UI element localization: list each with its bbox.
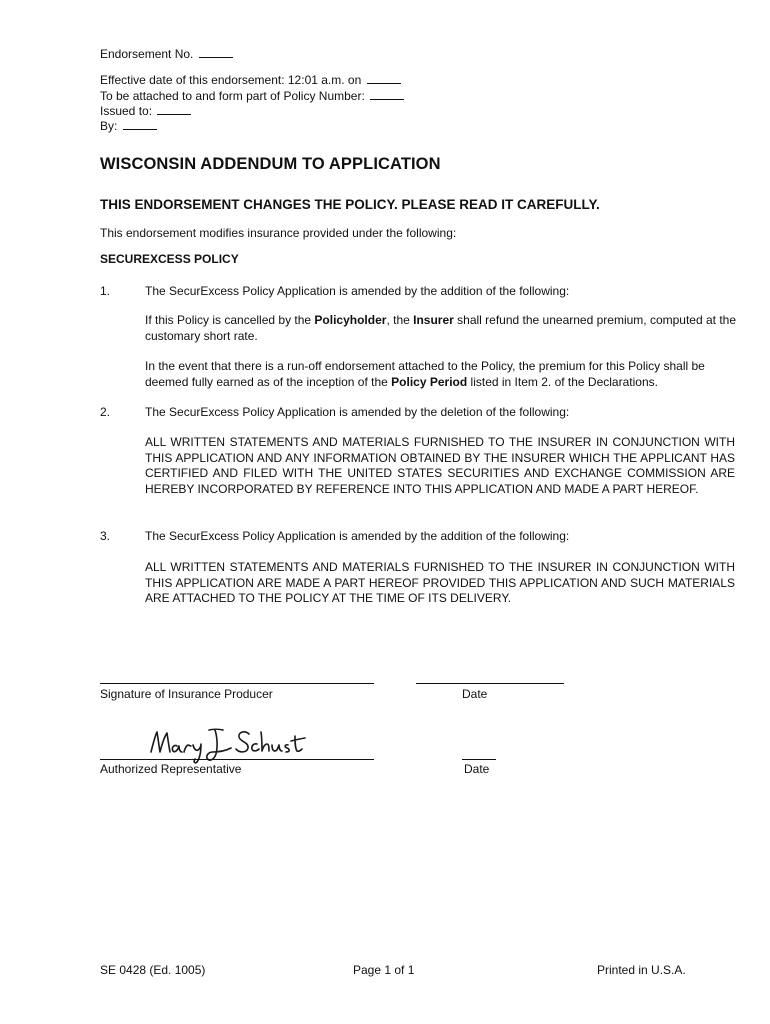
by-field [100, 119, 157, 134]
producer-signature-line [100, 683, 374, 684]
effective-date-label: Effective date of this endorsement: 12:01 a.m. on [100, 73, 362, 87]
representative-date-line [462, 759, 496, 760]
issued-to-label: Issued to: [100, 104, 153, 118]
endorsement-notice: THIS ENDORSEMENT CHANGES THE POLICY. PLEASE READ IT CAREFULLY. [100, 197, 600, 212]
item-1-p1-text-c: , the [386, 313, 414, 327]
item-2-deleted-text: ALL WRITTEN STATEMENTS AND MATERIALS FURNISHED TO THE INSURER IN CONJUNCTION WITH THIS APPLICATION AND ANY INFORMATION OBTAINED BY THE INSURER WHICH THE APPLICANT HAS CERTIFIED AND FILED WITH THE UNITED STATES SECURITIES AND EXCHANGE COMMISSION ARE HEREBY INCORPORATED BY REFERENCE INTO THIS APPLICATION AND MADE A PART HEREOF. [145, 435, 735, 496]
term-insurer: Insurer [413, 313, 454, 327]
printed-in: Printed in U.S.A. [597, 963, 686, 977]
item-1-paragraph-1 [145, 313, 737, 344]
form-code: SE 0428 (Ed. 1005) [100, 963, 206, 977]
representative-date-label: Date [464, 762, 490, 776]
item-1-p1-text-e: shall refund the unearned premium, computed at the customary short rate. [145, 313, 736, 343]
item-1-p2-text-a: In the event that there is a run-off endorsement attached to the Policy, the premium for this Policy shall be deemed fully earned as of the inception of the [145, 359, 705, 389]
item-1-number: 1. [100, 284, 111, 298]
policy-number-field [100, 89, 404, 104]
policy-number-label: To be attached to and form part of Policy Number: [100, 89, 365, 103]
item-2-number: 2. [100, 405, 111, 419]
producer-date-line [416, 683, 564, 684]
endorsement-number-field [100, 47, 233, 62]
effective-date-field [100, 73, 401, 88]
item-3-lead: The SecurExcess Policy Application is amended by the addition of the following: [145, 529, 570, 543]
policy-number-blank [370, 98, 404, 100]
intro-text: This endorsement modifies insurance provided under the following: [100, 226, 457, 240]
item-1-p2-text-c: listed in Item 2. of the Declarations. [467, 374, 658, 389]
item-1-p1-text-a: If this Policy is cancelled by the [145, 313, 315, 327]
by-blank [123, 128, 157, 130]
term-policy-period: Policy Period [391, 374, 468, 389]
producer-date-label: Date [462, 687, 488, 701]
page-number: Page 1 of 1 [353, 963, 415, 977]
item-3-number: 3. [100, 529, 111, 543]
item-1-paragraph-2 [145, 359, 737, 390]
item-2-lead: The SecurExcess Policy Application is amended by the deletion of the following: [145, 405, 570, 419]
issued-to-blank [157, 113, 191, 115]
term-policyholder: Policyholder [314, 313, 387, 327]
by-label: By: [100, 119, 118, 133]
producer-signature-label: Signature of Insurance Producer [100, 687, 273, 701]
issued-to-field [100, 104, 191, 119]
item-3-added-text: ALL WRITTEN STATEMENTS AND MATERIALS FURNISHED TO THE INSURER IN CONJUNCTION WITH THIS APPLICATION ARE MADE A PART HEREOF PROVIDED THIS APPLICATION AND SUCH MATERIALS ARE ATTACHED TO THE POLICY AT THE TIME OF ITS DELIVERY. [145, 560, 735, 605]
endorsement-number-blank [199, 56, 233, 58]
endorsement-number-label: Endorsement No. [100, 47, 194, 61]
representative-signature-label: Authorized Representative [100, 762, 242, 776]
representative-signature-line [100, 759, 374, 760]
item-1-lead: The SecurExcess Policy Application is amended by the addition of the following: [145, 284, 570, 298]
effective-date-blank [367, 82, 401, 84]
coverage-name: SECUREXCESS POLICY [100, 252, 239, 266]
document-title: WISCONSIN ADDENDUM TO APPLICATION [100, 155, 441, 173]
